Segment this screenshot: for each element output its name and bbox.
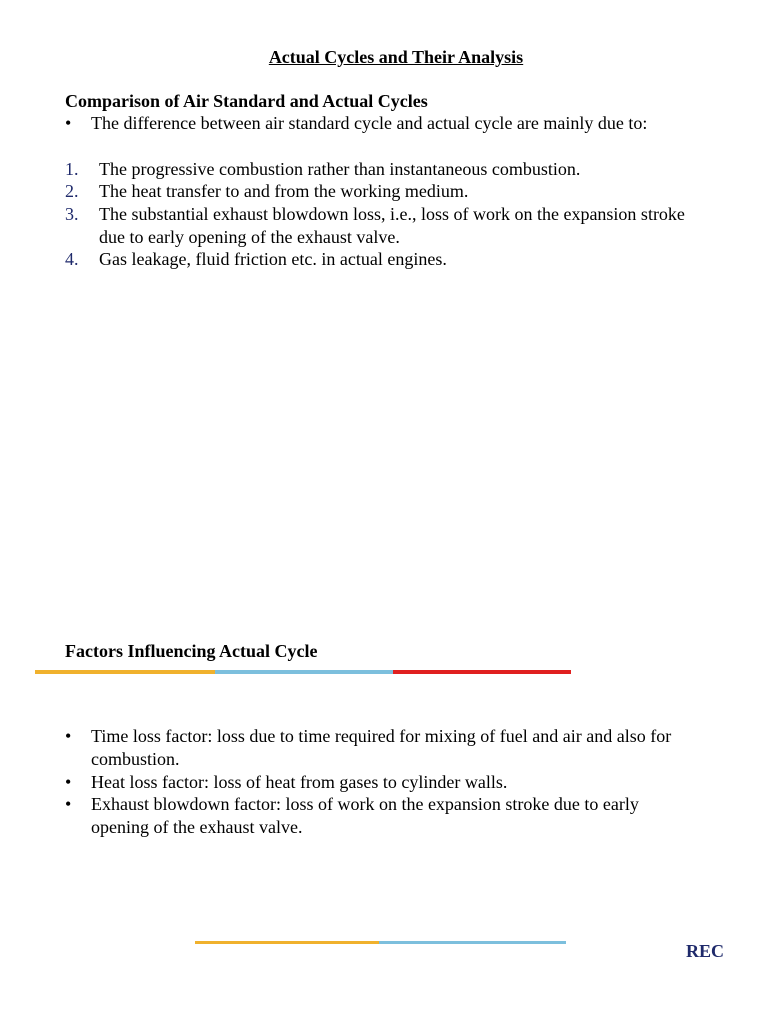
divider-segment-red [393, 670, 571, 674]
section-heading-factors: Factors Influencing Actual Cycle [65, 641, 318, 661]
bullet-marker: • [65, 794, 72, 814]
divider-segment-blue [215, 670, 393, 674]
factor-bullet-text: Exhaust blowdown factor: loss of work on the expansion stroke due to early opening of the exhaust valve. [91, 794, 639, 837]
divider-segment-orange [35, 670, 215, 674]
list-number: 4. [65, 249, 79, 269]
list-item-text: The substantial exhaust blowdown loss, i.e., loss of work on the expansion stroke due to early opening of the exhaust valve. [99, 204, 685, 247]
bullet-marker: • [65, 113, 72, 133]
intro-bullet-text: The difference between air standard cycle and actual cycle are mainly due to: [91, 113, 648, 133]
list-item-text: Gas leakage, fluid friction etc. in actual engines. [99, 249, 447, 269]
factor-bullet-text: Time loss factor: loss due to time required for mixing of fuel and air and also for combustion. [91, 726, 672, 769]
factor-bullet-text: Heat loss factor: loss of heat from gases to cylinder walls. [91, 772, 508, 792]
bullet-marker: • [65, 726, 72, 746]
divider-segment-orange [195, 941, 379, 944]
list-number: 1. [65, 159, 79, 179]
list-number: 3. [65, 204, 79, 224]
list-item-text: The progressive combustion rather than instantaneous combustion. [99, 159, 581, 179]
bullet-marker: • [65, 772, 72, 792]
divider-segment-blue [379, 941, 566, 944]
list-number: 2. [65, 181, 79, 201]
list-item-text: The heat transfer to and from the working medium. [99, 181, 469, 201]
page-title: Actual Cycles and Their Analysis [268, 47, 524, 67]
footer-mark: REC [686, 941, 725, 961]
section-heading-comparison: Comparison of Air Standard and Actual Cycles [65, 91, 428, 111]
